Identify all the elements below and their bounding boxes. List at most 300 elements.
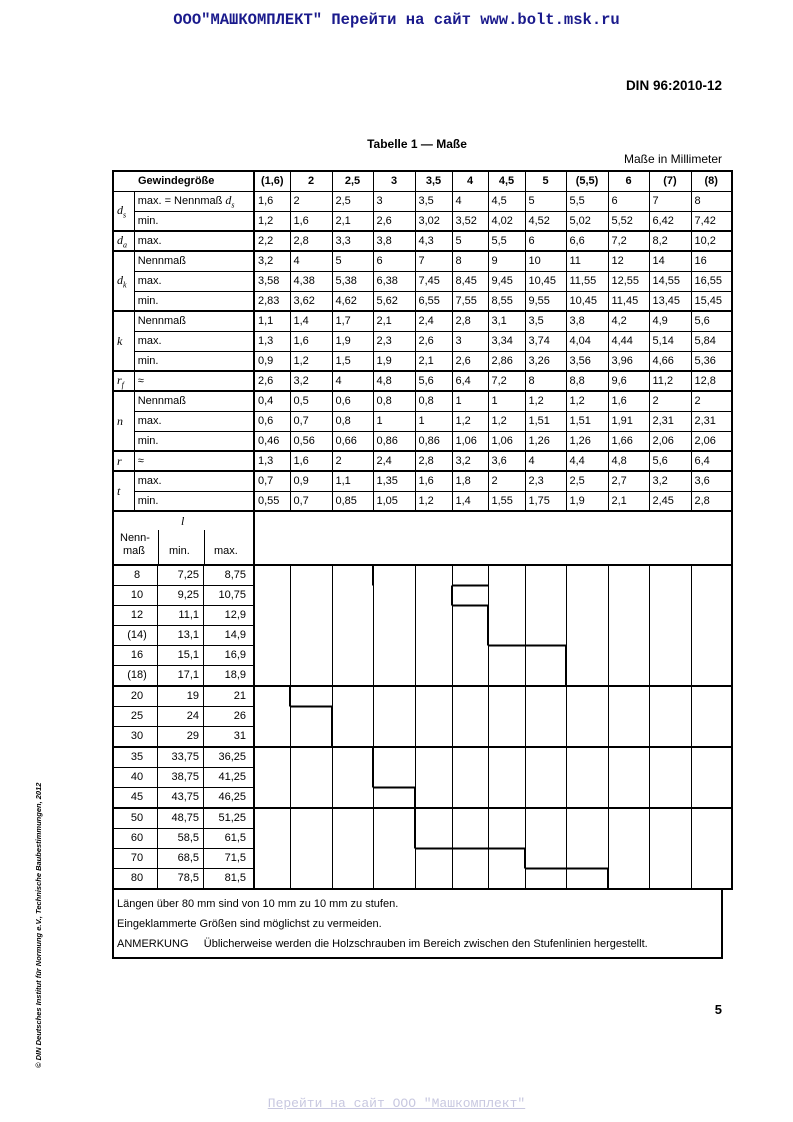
length-grid-cell (373, 869, 415, 890)
length-grid-cell (452, 808, 488, 829)
dimension-value: 5,02 (566, 211, 608, 231)
length-grid-cell (488, 869, 525, 890)
dimension-row (113, 411, 732, 431)
dimension-value: 0,56 (290, 431, 332, 451)
length-nominal: 8 (117, 566, 158, 585)
length-grid-cell (290, 869, 332, 890)
length-grid-cell (566, 646, 608, 666)
dimension-value: 7 (415, 251, 452, 271)
length-grid-cell (488, 565, 525, 586)
dimension-row (113, 311, 732, 331)
dimension-value: 9,55 (525, 291, 566, 311)
length-min: 15,1 (158, 646, 204, 665)
dimension-value: 3,2 (452, 451, 488, 471)
dimension-value: 1,35 (373, 471, 415, 491)
length-grid-cell (608, 707, 649, 727)
symbol-text: n (117, 413, 123, 428)
length-row (113, 747, 732, 768)
dimension-value: 1,1 (332, 471, 373, 491)
site-link[interactable]: ООО"МАШКОМПЛЕКТ" Перейти на сайт www.bolt.msk.ru (173, 11, 620, 29)
size-header-cell: (8) (691, 171, 732, 191)
dimension-subtype: min. (134, 351, 254, 371)
dimension-value: 1,66 (608, 431, 649, 451)
length-nominal: 10 (117, 586, 158, 605)
dimension-row (113, 231, 732, 251)
dimension-subtype: ≈ (134, 451, 254, 471)
length-max: 71,5 (224, 852, 246, 864)
dimension-value: 8 (452, 251, 488, 271)
dimension-value: 2,7 (608, 471, 649, 491)
length-grid-cell (691, 586, 732, 606)
length-grid-cell (525, 849, 566, 869)
length-grid-cell (649, 586, 691, 606)
symbol-text: $r_f$ (117, 372, 124, 390)
length-grid-cell (691, 768, 732, 788)
length-row (113, 666, 732, 687)
dimension-value: 1,2 (525, 391, 566, 411)
length-grid-cell (415, 686, 452, 707)
note-line: Längen über 80 mm sind von 10 mm zu 10 mm zu stufen. (117, 898, 399, 910)
dimension-value: 13,45 (649, 291, 691, 311)
length-nominal: 50 (117, 809, 158, 828)
length-grid-cell (373, 747, 415, 768)
dimension-value: 3,5 (415, 191, 452, 211)
length-grid-cell (332, 646, 373, 666)
length-grid-cell (332, 849, 373, 869)
length-values (113, 666, 254, 687)
length-row (113, 646, 732, 666)
length-row (113, 606, 732, 626)
length-grid-cell (525, 565, 566, 586)
length-grid-cell (488, 747, 525, 768)
length-grid-cell (332, 788, 373, 809)
length-grid-cell (332, 869, 373, 890)
length-grid-cell (691, 565, 732, 586)
length-grid-cell (608, 747, 649, 768)
dimension-value: 7,2 (608, 231, 649, 251)
length-grid-cell (649, 626, 691, 646)
length-min: 13,1 (158, 626, 204, 645)
dimension-subtype (134, 191, 254, 211)
length-grid-cell (415, 565, 452, 586)
dimension-value: 1,2 (488, 411, 525, 431)
dimension-value: 12,55 (608, 271, 649, 291)
length-grid-cell (608, 727, 649, 748)
dimension-value: 8 (525, 371, 566, 391)
length-grid-cell (290, 707, 332, 727)
length-mass-label: maß (123, 545, 145, 557)
length-values (113, 829, 254, 849)
dimension-value: 8,2 (649, 231, 691, 251)
dimension-value: 2,2 (254, 231, 290, 251)
dimension-value: 1 (415, 411, 452, 431)
length-min: 29 (158, 727, 204, 746)
length-grid-cell (254, 727, 290, 748)
length-max: 8,75 (224, 569, 246, 581)
length-grid-cell (608, 808, 649, 829)
length-grid-cell (373, 788, 415, 809)
dimension-value: 16,55 (691, 271, 732, 291)
dimension-value: 4,8 (608, 451, 649, 471)
length-grid-cell (691, 606, 732, 626)
dimension-value: 2,1 (415, 351, 452, 371)
length-grid-cell (608, 686, 649, 707)
dimension-value: 2 (290, 191, 332, 211)
length-row (113, 849, 732, 869)
dimension-row (113, 191, 732, 211)
dimension-subtype: Nennmaß (134, 391, 254, 411)
dimension-value: 4,04 (566, 331, 608, 351)
length-values (113, 626, 254, 646)
dimension-value: 3,74 (525, 331, 566, 351)
size-header-cell: 4 (452, 171, 488, 191)
length-symbol: l (181, 514, 185, 528)
length-min: 9,25 (158, 586, 204, 605)
length-grid-cell (332, 727, 373, 748)
dimension-subtype: Nennmaß (134, 251, 254, 271)
dimension-subtype: min. (134, 211, 254, 231)
length-grid-cell (525, 869, 566, 890)
dimension-value: 1,7 (332, 311, 373, 331)
dimension-value: 2,3 (525, 471, 566, 491)
length-grid-cell (649, 565, 691, 586)
dimension-symbol (113, 231, 134, 251)
dimension-value: 6 (608, 191, 649, 211)
dimension-value: 6,6 (566, 231, 608, 251)
dimension-value: 3,8 (566, 311, 608, 331)
dimension-value: 1 (488, 391, 525, 411)
dimension-value: 3,8 (373, 231, 415, 251)
length-grid-cell (373, 849, 415, 869)
dimension-value: 8,55 (488, 291, 525, 311)
length-grid-cell (290, 768, 332, 788)
length-grid-cell (525, 808, 566, 829)
length-row (113, 586, 732, 606)
dimension-value: 1,8 (452, 471, 488, 491)
length-grid-cell (525, 829, 566, 849)
length-min: 7,25 (158, 566, 204, 585)
length-grid-cell (373, 586, 415, 606)
dimension-value: 5 (525, 191, 566, 211)
dimension-value: 1,4 (290, 311, 332, 331)
length-grid-cell (525, 727, 566, 748)
dimension-value: 1,26 (566, 431, 608, 451)
dimension-value: 5,38 (332, 271, 373, 291)
dimension-value: 2,6 (373, 211, 415, 231)
length-row (113, 565, 732, 586)
dimension-value: 2,8 (452, 311, 488, 331)
length-header-row (113, 511, 732, 565)
dimension-value: 2,8 (290, 231, 332, 251)
dimension-value: 8 (691, 191, 732, 211)
length-grid-cell (608, 869, 649, 890)
length-min: 78,5 (158, 869, 204, 888)
dimension-value: 1,26 (525, 431, 566, 451)
length-grid-cell (290, 727, 332, 748)
length-grid-cell (254, 626, 290, 646)
dimension-value: 2,1 (608, 491, 649, 511)
length-values (113, 565, 254, 586)
length-values (113, 686, 254, 707)
length-grid-cell (373, 646, 415, 666)
size-header-cell: 5 (525, 171, 566, 191)
length-grid-cell (566, 626, 608, 646)
length-max: 31 (233, 730, 246, 742)
length-grid-cell (254, 768, 290, 788)
length-nominal: (14) (117, 626, 158, 645)
bottom-site-link[interactable]: Перейти на сайт ООО "Машкомплект" (267, 1096, 526, 1111)
dimension-table (112, 170, 733, 890)
size-header-cell: 2 (290, 171, 332, 191)
length-grid-cell (415, 747, 452, 768)
length-grid-cell (415, 606, 452, 626)
dimension-value: 2,1 (332, 211, 373, 231)
length-header-blank (254, 511, 732, 565)
dimension-table-wrapper (112, 170, 733, 959)
length-grid-cell (691, 646, 732, 666)
dimension-row (113, 391, 732, 411)
dimension-value: 7 (649, 191, 691, 211)
length-max: 61,5 (224, 832, 246, 844)
dimension-symbol (113, 451, 134, 471)
length-grid-cell (488, 707, 525, 727)
dimension-value: 4,02 (488, 211, 525, 231)
dimension-value: 1,2 (290, 351, 332, 371)
length-max: 46,25 (218, 791, 246, 803)
length-grid-cell (415, 707, 452, 727)
dimension-value: 1,6 (608, 391, 649, 411)
size-header-row (113, 171, 732, 191)
length-grid-cell (649, 707, 691, 727)
length-grid-cell (415, 869, 452, 890)
dimension-row (113, 291, 732, 311)
length-row (113, 707, 732, 727)
length-grid-cell (566, 666, 608, 687)
length-grid-cell (452, 626, 488, 646)
length-grid-cell (608, 606, 649, 626)
length-min: 19 (158, 687, 204, 706)
length-grid-cell (608, 768, 649, 788)
length-grid-cell (290, 565, 332, 586)
length-grid-cell (649, 686, 691, 707)
dimension-value: 2,86 (488, 351, 525, 371)
length-grid-cell (608, 829, 649, 849)
length-min-label: min. (169, 545, 190, 557)
length-grid-cell (373, 707, 415, 727)
length-grid-cell (332, 565, 373, 586)
dimension-value: 8,8 (566, 371, 608, 391)
length-grid-cell (290, 747, 332, 768)
dimension-row (113, 431, 732, 451)
length-grid-cell (649, 788, 691, 809)
length-grid-cell (488, 808, 525, 829)
dimension-value: 1,3 (254, 451, 290, 471)
dimension-row (113, 351, 732, 371)
length-nominal: 40 (117, 768, 158, 787)
length-grid-cell (488, 626, 525, 646)
length-grid-cell (373, 808, 415, 829)
length-grid-cell (290, 829, 332, 849)
dimension-subtype: max. (134, 331, 254, 351)
length-grid-cell (488, 788, 525, 809)
length-grid-cell (649, 808, 691, 829)
dimension-value: 1,06 (488, 431, 525, 451)
length-grid-cell (373, 565, 415, 586)
dimension-value: 1,2 (566, 391, 608, 411)
dimension-value: 12 (608, 251, 649, 271)
length-grid-cell (452, 606, 488, 626)
dimension-value: 3,6 (488, 451, 525, 471)
dimension-value: 2 (332, 451, 373, 471)
length-grid-cell (290, 646, 332, 666)
length-row (113, 626, 732, 646)
subtype-symbol: $d_s$ (225, 192, 235, 210)
dimension-value: 7,2 (488, 371, 525, 391)
length-grid-cell (415, 666, 452, 687)
dimension-value: 11,55 (566, 271, 608, 291)
dimension-value: 1,6 (290, 451, 332, 471)
size-header-cell: 3 (373, 171, 415, 191)
length-grid-cell (254, 686, 290, 707)
dimension-value: 5,6 (649, 451, 691, 471)
size-header-cell: 2,5 (332, 171, 373, 191)
dimension-value: 5,62 (373, 291, 415, 311)
length-grid-cell (254, 869, 290, 890)
length-grid-cell (566, 686, 608, 707)
length-grid-cell (566, 808, 608, 829)
length-grid-cell (525, 666, 566, 687)
dimension-symbol (113, 191, 134, 231)
length-grid-cell (332, 768, 373, 788)
dimension-value: 2 (691, 391, 732, 411)
dimension-value: 0,55 (254, 491, 290, 511)
length-grid-cell (452, 747, 488, 768)
dimension-value: 1,05 (373, 491, 415, 511)
length-grid-cell (488, 727, 525, 748)
length-max-label: max. (214, 545, 238, 557)
length-nominal: 80 (117, 869, 158, 888)
dimension-value: 0,85 (332, 491, 373, 511)
length-grid-cell (254, 565, 290, 586)
dimension-value: 12,8 (691, 371, 732, 391)
dimension-value: 3,3 (332, 231, 373, 251)
length-grid-cell (452, 869, 488, 890)
length-nominal: 45 (117, 788, 158, 807)
dimension-value: 6 (373, 251, 415, 271)
length-grid-cell (290, 808, 332, 829)
length-grid-cell (332, 747, 373, 768)
dimension-value: 3,2 (290, 371, 332, 391)
dimension-row (113, 211, 732, 231)
length-max: 12,9 (224, 609, 246, 621)
dimension-value: 2,4 (415, 311, 452, 331)
dimension-subtype: min. (134, 431, 254, 451)
dimension-value: 1,51 (566, 411, 608, 431)
length-grid-cell (691, 626, 732, 646)
dimension-value: 2,5 (566, 471, 608, 491)
length-nenn-label: Nenn- (120, 532, 150, 544)
dimension-value: 1,9 (373, 351, 415, 371)
dimension-symbol (113, 471, 134, 511)
length-min: 43,75 (158, 788, 204, 807)
dimension-value: 6,4 (691, 451, 732, 471)
dimension-value: 2,31 (691, 411, 732, 431)
symbol-text: $d_k$ (117, 272, 127, 290)
symbol-text: k (117, 333, 123, 348)
length-grid-cell (566, 565, 608, 586)
length-grid-cell (452, 829, 488, 849)
dimension-value: 6,4 (452, 371, 488, 391)
length-min: 33,75 (158, 748, 204, 767)
dimension-value: 2,6 (415, 331, 452, 351)
dimension-value: 2,06 (691, 431, 732, 451)
dimension-value: 10,45 (566, 291, 608, 311)
dimension-value: 5 (332, 251, 373, 271)
dimension-value: 11,2 (649, 371, 691, 391)
dimension-value: 6 (525, 231, 566, 251)
length-values (113, 788, 254, 809)
length-nominal: 30 (117, 727, 158, 746)
dimension-value: 0,7 (290, 411, 332, 431)
length-grid-cell (566, 869, 608, 890)
dimension-value: 0,7 (254, 471, 290, 491)
length-grid-cell (525, 626, 566, 646)
dimension-subtype: ≈ (134, 371, 254, 391)
length-grid-cell (415, 646, 452, 666)
length-max: 41,25 (218, 771, 246, 783)
dimension-value: 3,34 (488, 331, 525, 351)
dimension-value: 1,9 (566, 491, 608, 511)
size-header-cell: 6 (608, 171, 649, 191)
dimension-value: 2,31 (649, 411, 691, 431)
length-grid-cell (254, 707, 290, 727)
length-grid-cell (254, 747, 290, 768)
dimension-value: 15,45 (691, 291, 732, 311)
length-grid-cell (608, 626, 649, 646)
length-values (113, 707, 254, 727)
dimension-value: 7,45 (415, 271, 452, 291)
length-values (113, 646, 254, 666)
dimension-value: 1 (373, 411, 415, 431)
length-nominal: 16 (117, 646, 158, 665)
length-grid-cell (691, 869, 732, 890)
symbol-text: t (117, 483, 121, 498)
dimension-value: 4 (525, 451, 566, 471)
length-grid-cell (415, 849, 452, 869)
dimension-value: 2,06 (649, 431, 691, 451)
dimension-value: 4,62 (332, 291, 373, 311)
dimension-value: 4 (332, 371, 373, 391)
dimension-row (113, 491, 732, 511)
length-row (113, 869, 732, 890)
dimension-row (113, 451, 732, 471)
dimension-value: 5,36 (691, 351, 732, 371)
length-grid-cell (373, 829, 415, 849)
dimension-row (113, 251, 732, 271)
length-grid-cell (566, 768, 608, 788)
dimension-value: 0,8 (415, 391, 452, 411)
length-grid-cell (649, 768, 691, 788)
length-grid-cell (691, 788, 732, 809)
dimension-value: 16 (691, 251, 732, 271)
dimension-value: 4,44 (608, 331, 649, 351)
length-grid-cell (332, 829, 373, 849)
length-grid-cell (566, 849, 608, 869)
length-grid-cell (254, 829, 290, 849)
dimension-value: 3 (452, 331, 488, 351)
dimension-value: 0,86 (373, 431, 415, 451)
length-max: 81,5 (224, 872, 246, 884)
